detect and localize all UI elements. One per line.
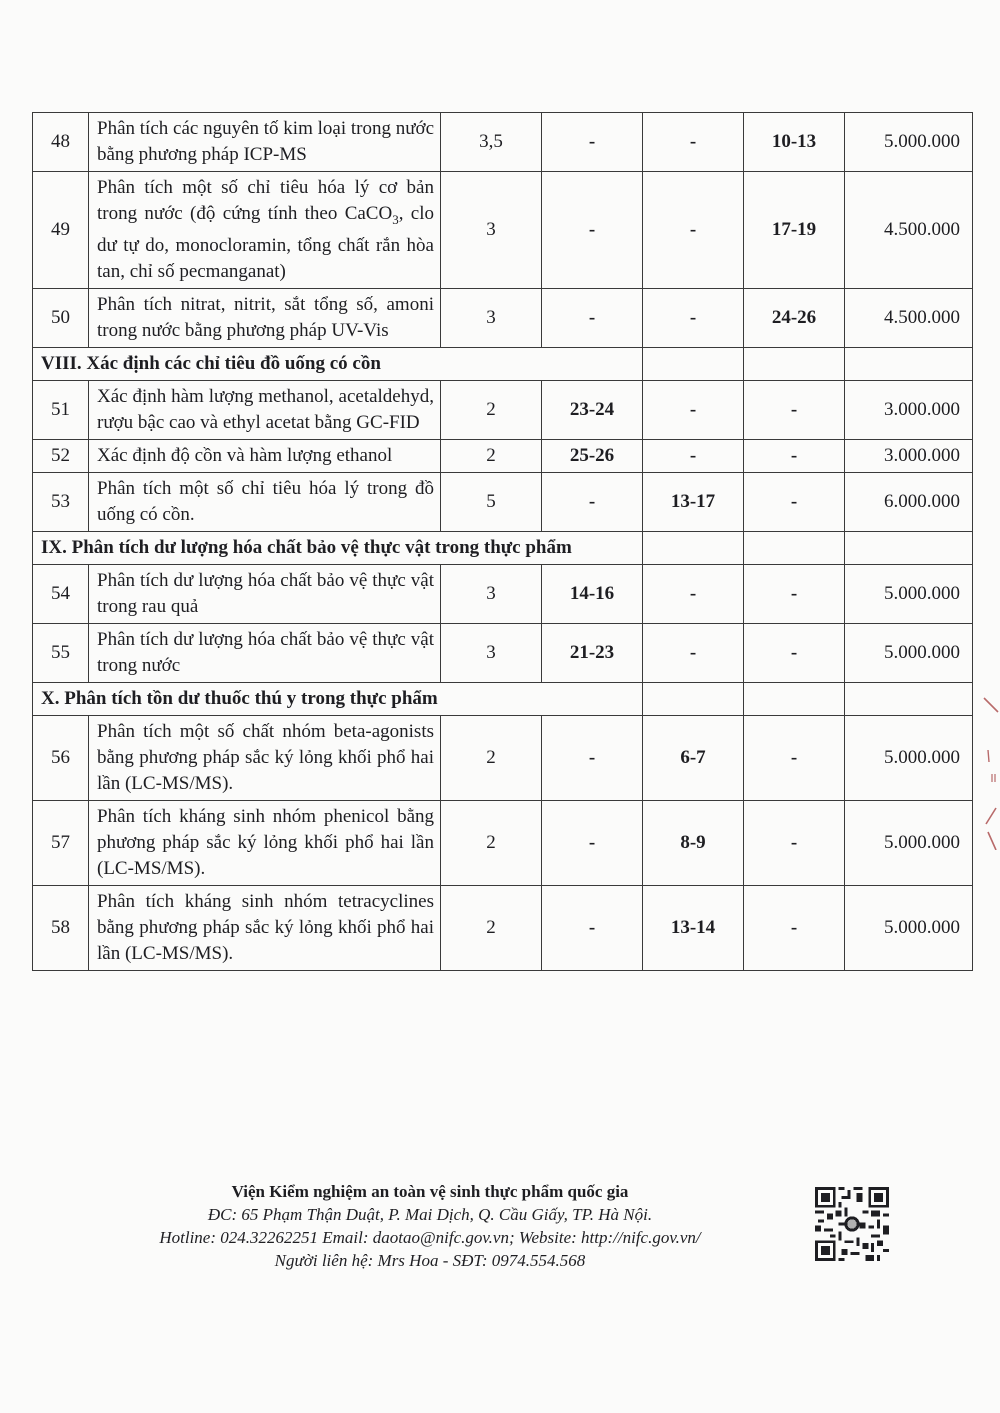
schedule-col-2: -: [643, 439, 744, 472]
table-row: [33, 623, 973, 682]
table-row: [33, 800, 973, 885]
course-fee: 5.000.000: [845, 564, 973, 623]
section-row: [33, 682, 973, 715]
row-number: 58: [33, 885, 89, 970]
schedule-col-3: 24-26: [744, 288, 845, 347]
course-fee: 4.500.000: [845, 288, 973, 347]
course-name: [89, 623, 441, 682]
course-fee: 3.000.000: [845, 380, 973, 439]
course-name-text: Phân tích một số chỉ tiêu hóa lý trong đồ uống có cồn.: [97, 477, 434, 525]
schedule-col-3: -: [744, 800, 845, 885]
course-name-text: Phân tích kháng sinh nhóm tetracyclines bằng phương pháp sắc ký lỏng khối phổ hai lần (LC-MS/MS).: [97, 890, 434, 964]
duration-days: 3: [441, 564, 542, 623]
course-name-text: Phân tích dư lượng hóa chất bảo vệ thực vật trong rau quả: [97, 569, 434, 617]
schedule-col-2: -: [643, 623, 744, 682]
duration-days: 2: [441, 380, 542, 439]
row-number: 50: [33, 288, 89, 347]
course-name: [89, 172, 441, 289]
course-fee: 5.000.000: [845, 800, 973, 885]
empty-cell: [744, 531, 845, 564]
duration-days: 3,5: [441, 113, 542, 172]
course-name: [89, 800, 441, 885]
course-name-text: Phân tích nitrat, nitrit, sắt tổng số, amoni trong nước bằng phương pháp UV-Vis: [97, 293, 434, 341]
schedule-col-3: -: [744, 623, 845, 682]
footer-contact-person: Người liên hệ: Mrs Hoa - SĐT: 0974.554.568: [274, 1251, 586, 1270]
duration-days: 3: [441, 288, 542, 347]
course-fee: 5.000.000: [845, 885, 973, 970]
section-title: X. Phân tích tồn dư thuốc thú y trong thực phẩm: [33, 682, 643, 715]
schedule-col-2: 13-17: [643, 472, 744, 531]
schedule-col-2: 6-7: [643, 715, 744, 800]
schedule-col-1: -: [542, 172, 643, 289]
page-footer: [0, 1180, 860, 1272]
schedule-col-2: -: [643, 113, 744, 172]
course-name: [89, 288, 441, 347]
course-fee: 5.000.000: [845, 623, 973, 682]
course-name: [89, 113, 441, 172]
duration-days: 5: [441, 472, 542, 531]
table-row: [33, 885, 973, 970]
schedule-col-1: 14-16: [542, 564, 643, 623]
schedule-col-1: 21-23: [542, 623, 643, 682]
course-name-text: Phân tích kháng sinh nhóm phenicol bằng phương pháp sắc ký lỏng khối phổ hai lần (LC-MS/MS).: [97, 805, 434, 879]
row-number: 48: [33, 113, 89, 172]
schedule-col-2: -: [643, 172, 744, 289]
schedule-col-3: -: [744, 715, 845, 800]
empty-cell: [643, 347, 744, 380]
schedule-col-2: 8-9: [643, 800, 744, 885]
course-name-text: Phân tích một số chất nhóm beta-agonists bằng phương pháp sắc ký lỏng khối phổ hai lần (LC-MS/MS).: [97, 720, 434, 794]
table-row: [33, 715, 973, 800]
course-name: [89, 885, 441, 970]
duration-days: 2: [441, 800, 542, 885]
schedule-col-1: -: [542, 113, 643, 172]
schedule-col-1: -: [542, 472, 643, 531]
course-fee: 6.000.000: [845, 472, 973, 531]
empty-cell: [643, 531, 744, 564]
duration-days: 3: [441, 623, 542, 682]
footer-organization: Viện Kiểm nghiệm an toàn vệ sinh thực phẩm quốc gia: [231, 1182, 629, 1201]
schedule-col-3: -: [744, 564, 845, 623]
table-body: [33, 113, 973, 971]
row-number: 55: [33, 623, 89, 682]
schedule-col-1: -: [542, 885, 643, 970]
edge-stamp-mark: [982, 690, 1000, 850]
row-number: 49: [33, 172, 89, 289]
duration-days: 2: [441, 715, 542, 800]
empty-cell: [744, 347, 845, 380]
subscript: 3: [392, 211, 399, 227]
section-title: VIII. Xác định các chỉ tiêu đồ uống có cồn: [33, 347, 643, 380]
course-fee: 4.500.000: [845, 172, 973, 289]
schedule-col-3: 17-19: [744, 172, 845, 289]
section-row: [33, 531, 973, 564]
table-row: [33, 564, 973, 623]
empty-cell: [845, 682, 973, 715]
qr-code-icon[interactable]: [815, 1187, 889, 1261]
course-fee: 5.000.000: [845, 113, 973, 172]
schedule-col-1: -: [542, 800, 643, 885]
course-name: [89, 439, 441, 472]
empty-cell: [845, 347, 973, 380]
schedule-col-2: -: [643, 380, 744, 439]
table-row: [33, 472, 973, 531]
course-fee-table: [32, 112, 973, 971]
empty-cell: [744, 682, 845, 715]
table-row: [33, 380, 973, 439]
row-number: 52: [33, 439, 89, 472]
schedule-col-3: -: [744, 439, 845, 472]
course-name: [89, 715, 441, 800]
schedule-col-1: 25-26: [542, 439, 643, 472]
schedule-col-3: 10-13: [744, 113, 845, 172]
schedule-col-2: 13-14: [643, 885, 744, 970]
course-name: [89, 472, 441, 531]
footer-address: ĐC: 65 Phạm Thận Duật, P. Mai Dịch, Q. Cầu Giấy, TP. Hà Nội.: [207, 1205, 653, 1224]
course-name-text: Phân tích các nguyên tố kim loại trong nước bằng phương pháp ICP-MS: [97, 118, 434, 165]
course-name-text: Phân tích dư lượng hóa chất bảo vệ thực vật trong nước: [97, 628, 434, 676]
schedule-col-2: -: [643, 288, 744, 347]
duration-days: 2: [441, 885, 542, 970]
row-number: 56: [33, 715, 89, 800]
row-number: 53: [33, 472, 89, 531]
row-number: 57: [33, 800, 89, 885]
section-row: [33, 347, 973, 380]
row-number: 54: [33, 564, 89, 623]
schedule-col-3: -: [744, 380, 845, 439]
schedule-col-1: 23-24: [542, 380, 643, 439]
footer-contact: Hotline: 024.32262251 Email: daotao@nifc.gov.vn; Website: http://nifc.gov.vn/: [159, 1228, 701, 1247]
course-name-text: Xác định hàm lượng methanol, acetaldehyd, rượu bậc cao và ethyl acetat bằng GC-FID: [97, 385, 434, 433]
course-name: [89, 564, 441, 623]
course-name: [89, 380, 441, 439]
duration-days: 2: [441, 439, 542, 472]
course-fee: 3.000.000: [845, 439, 973, 472]
table-row: [33, 113, 973, 172]
row-number: 51: [33, 380, 89, 439]
empty-cell: [643, 682, 744, 715]
table-row: [33, 172, 973, 289]
course-fee: 5.000.000: [845, 715, 973, 800]
schedule-col-1: -: [542, 715, 643, 800]
empty-cell: [845, 531, 973, 564]
schedule-col-2: -: [643, 564, 744, 623]
course-name-text: Phân tích một số chỉ tiêu hóa lý cơ bản trong nước (độ cứng tính theo CaCO: [97, 177, 434, 224]
table-row: [33, 288, 973, 347]
schedule-col-3: -: [744, 472, 845, 531]
course-name-text: Xác định độ cồn và hàm lượng ethanol: [97, 444, 393, 466]
schedule-col-3: -: [744, 885, 845, 970]
duration-days: 3: [441, 172, 542, 289]
course-name-tail: , clo dư tự do, monocloramin, tổng chất rắn hòa tan, chỉ số pecmanganat): [97, 203, 434, 282]
table-row: [33, 439, 973, 472]
section-title: IX. Phân tích dư lượng hóa chất bảo vệ thực vật trong thực phẩm: [33, 531, 643, 564]
schedule-col-1: -: [542, 288, 643, 347]
